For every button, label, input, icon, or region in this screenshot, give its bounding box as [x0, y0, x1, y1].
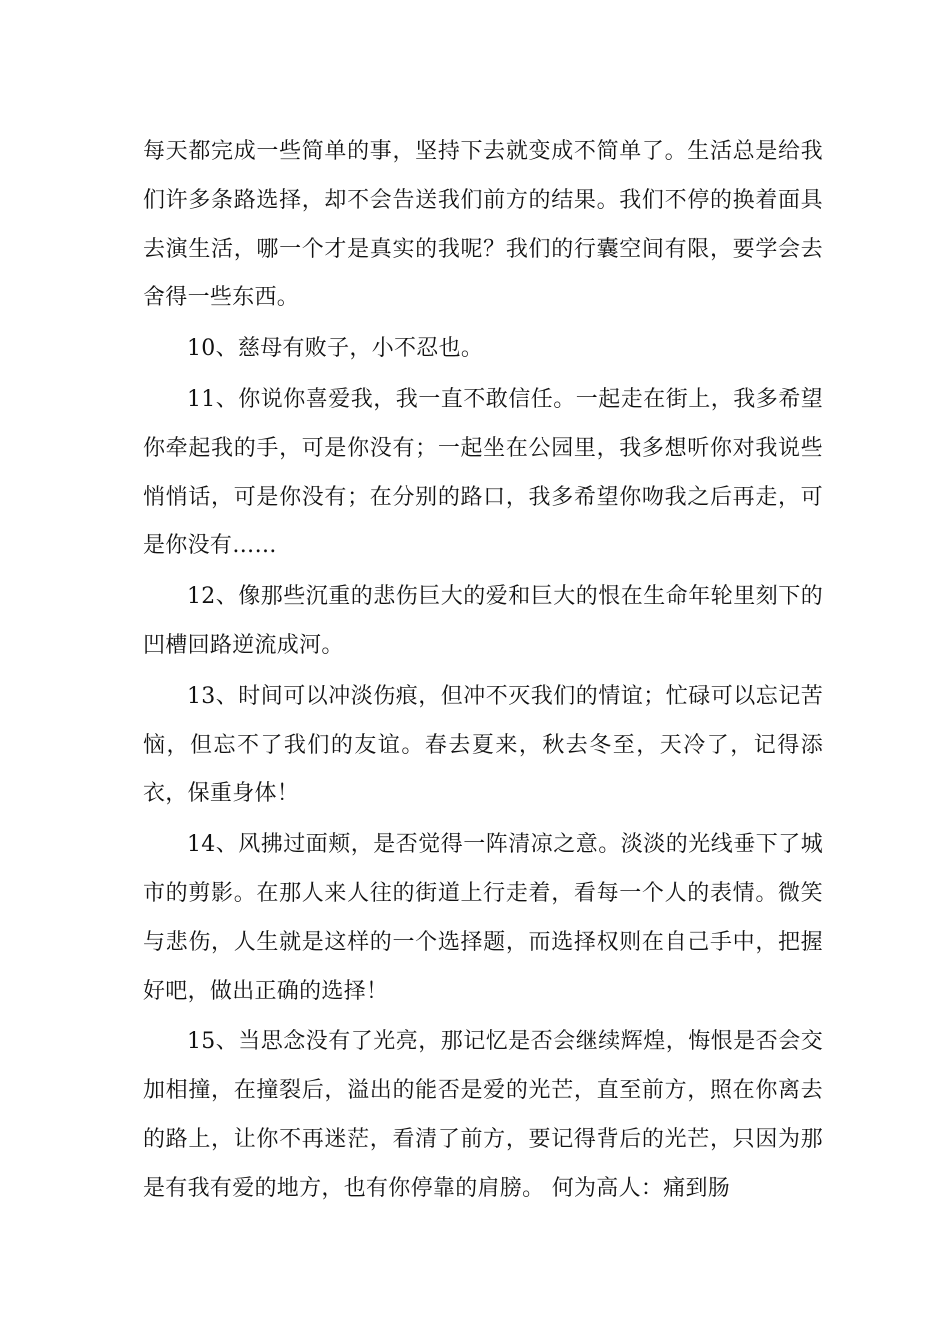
paragraph-item-13: 13、时间可以冲淡伤痕，但冲不灭我们的情谊；忙碌可以忘记苦恼，但忘不了我们的友谊。春去夏来，秋去冬至，天冷了，记得添衣，保重身体！	[143, 683, 823, 807]
paragraph-item-11: 11、你说你喜爱我，我一直不敢信任。一起走在街上，我多希望你牵起我的手，可是你没有；一起坐在公园里，我多想听你对我说些悄悄话，可是你没有；在分别的路口，我多希望你吻我之后再走，可是你没有……	[143, 386, 823, 559]
paragraph-continuation: 每天都完成一些简单的事，坚持下去就变成不简单了。生活总是给我们许多条路选择，却不会告送我们前方的结果。我们不停的换着面具去演生活，哪一个才是真实的我呢？我们的行囊空间有限，要学会去舍得一些东西。	[143, 139, 823, 311]
paragraph-item-10: 10、慈母有败子，小不忍也。	[187, 336, 484, 362]
paragraph-item-14: 14、风拂过面颊，是否觉得一阵清凉之意。淡淡的光线垂下了城市的剪影。在那人来人往的街道上行走着，看每一个人的表情。微笑与悲伤，人生就是这样的一个选择题，而选择权则在自己手中，把握好吧，做出正确的选择！	[143, 832, 823, 1004]
paragraph-item-12: 12、像那些沉重的悲伤巨大的爱和巨大的恨在生命年轮里刻下的凹槽回路逆流成河。	[143, 584, 823, 658]
paragraph-item-15: 15、当思念没有了光亮，那记忆是否会继续辉煌，悔恨是否会交加相撞，在撞裂后，溢出的能否是爱的光芒，直至前方，照在你离去的路上，让你不再迷茫，看清了前方，要记得背后的光芒，只因为那是有我有爱的地方，也有你停靠的肩膀。 何为高人：痛到肠	[143, 1029, 823, 1201]
document-page	[143, 128, 823, 1216]
